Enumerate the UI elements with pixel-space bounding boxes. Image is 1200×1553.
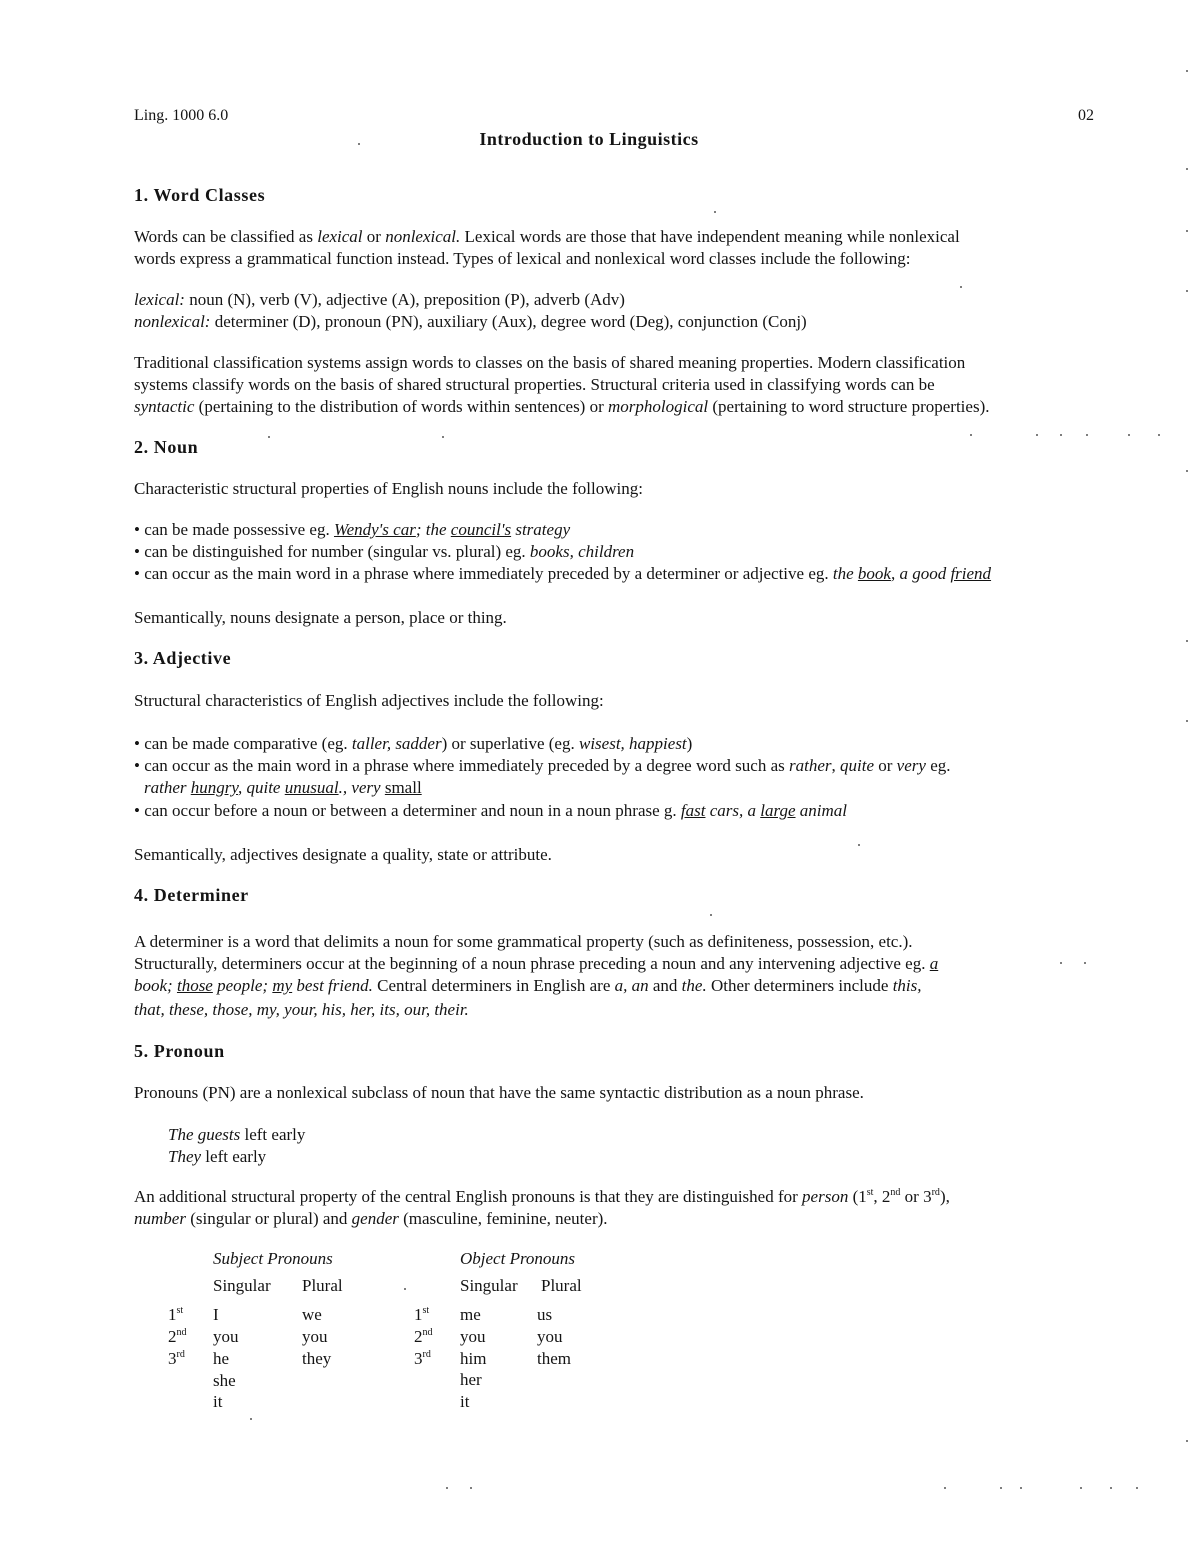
table-cell: you <box>537 1327 563 1346</box>
section-heading-adjective: 3. Adjective <box>134 648 232 668</box>
person-label: 1st <box>414 1305 430 1324</box>
paragraph-line: Semantically, adjectives designate a quality, state or attribute. <box>134 845 552 864</box>
section-heading-determiner: 4. Determiner <box>134 885 249 905</box>
table-cell: I <box>213 1305 219 1324</box>
list-item: • can occur before a noun or between a determiner and noun in a noun phrase g. fast cars, a large animal <box>134 801 847 820</box>
table-cell: us <box>537 1305 553 1324</box>
list-item-continuation: rather hungry, quite unusual., very small <box>144 778 422 797</box>
column-header-plural: Plural <box>541 1276 582 1295</box>
lexical-classes-line: lexical: noun (N), verb (V), adjective (A), preposition (P), adverb (Adv) <box>134 290 625 309</box>
example-sentence: They left early <box>168 1147 267 1166</box>
paragraph-line: Structural characteristics of English adjectives include the following: <box>134 691 604 710</box>
table-cell: her <box>460 1370 482 1389</box>
paragraph-line: Semantically, nouns designate a person, place or thing. <box>134 608 507 627</box>
section-heading-noun: 2. Noun <box>134 437 199 457</box>
list-item: • can be distinguished for number (singular vs. plural) eg. books, children <box>134 542 635 561</box>
table-cell: it <box>460 1392 470 1411</box>
subject-pronouns-title: Subject Pronouns <box>213 1249 333 1268</box>
paragraph-line: Words can be classified as lexical or nonlexical. Lexical words are those that have independent meaning while nonlexical <box>134 227 960 246</box>
table-cell: we <box>302 1305 322 1324</box>
list-item: • can be made comparative (eg. taller, sadder) or superlative (eg. wisest, happiest) <box>134 734 693 753</box>
paragraph-line: syntactic (pertaining to the distribution of words within sentences) or morphological (pertaining to word structure properties). <box>134 397 990 416</box>
list-item: • can occur as the main word in a phrase where immediately preceded by a determiner or adjective eg. the book, a good friend <box>134 564 992 583</box>
paragraph-line: Traditional classification systems assign words to classes on the basis of shared meaning properties. Modern classification <box>134 353 966 372</box>
paragraph-line: book; those people; my best friend. Central determiners in English are a, an and the. Other determiners include this, <box>134 976 922 995</box>
table-cell: it <box>213 1392 223 1411</box>
person-label: 3rd <box>168 1349 185 1368</box>
paragraph-line: number (singular or plural) and gender (masculine, feminine, neuter). <box>134 1209 608 1228</box>
paragraph-line: words express a grammatical function instead. Types of lexical and nonlexical word classes include the following: <box>134 249 911 268</box>
paragraph-line: Structurally, determiners occur at the beginning of a noun phrase preceding a noun and any intervening adjective eg. a <box>134 954 939 973</box>
table-cell: they <box>302 1349 332 1368</box>
paragraph-line: A determiner is a word that delimits a noun for some grammatical property (such as definiteness, possession, etc.). <box>134 932 913 951</box>
person-label: 2nd <box>414 1327 433 1346</box>
table-cell: you <box>213 1327 239 1346</box>
paragraph-line: systems classify words on the basis of shared structural properties. Structural criteria used in classifying words can be <box>134 375 935 394</box>
list-item: • can be made possessive eg. Wendy's car; the council's strategy <box>134 520 571 539</box>
table-cell: him <box>460 1349 487 1368</box>
paragraph-line: Pronouns (PN) are a nonlexical subclass of noun that have the same syntactic distribution as a noun phrase. <box>134 1083 864 1102</box>
table-cell: me <box>460 1305 481 1324</box>
section-heading-pronoun: 5. Pronoun <box>134 1041 225 1061</box>
paragraph-line: Characteristic structural properties of English nouns include the following: <box>134 479 643 498</box>
table-cell: you <box>460 1327 486 1346</box>
paragraph-line: An additional structural property of the central English pronouns is that they are distinguished for person (1st, 2nd or 3rd), <box>134 1187 950 1206</box>
list-item: • can occur as the main word in a phrase where immediately preceded by a degree word such as rather, quite or very eg. <box>134 756 951 775</box>
document-title: Introduction to Linguistics <box>479 129 699 149</box>
table-cell: them <box>537 1349 571 1368</box>
table-cell: she <box>213 1371 236 1390</box>
paragraph-line: that, these, those, my, your, his, her, its, our, their. <box>134 1000 469 1019</box>
course-code: Ling. 1000 6.0 <box>134 107 229 124</box>
table-cell: you <box>302 1327 328 1346</box>
person-label: 1st <box>168 1305 184 1324</box>
nonlexical-classes-line: nonlexical: determiner (D), pronoun (PN), auxiliary (Aux), degree word (Deg), conjunction (Conj) <box>134 312 807 331</box>
person-label: 3rd <box>414 1349 431 1368</box>
page-number: 02 <box>1078 107 1094 124</box>
section-heading-word-classes: 1. Word Classes <box>134 185 266 205</box>
column-header-plural: Plural <box>302 1276 343 1295</box>
column-header-singular: Singular <box>213 1276 271 1295</box>
table-cell: he <box>213 1349 230 1368</box>
person-label: 2nd <box>168 1327 187 1346</box>
column-header-singular: Singular <box>460 1276 518 1295</box>
object-pronouns-title: Object Pronouns <box>460 1249 576 1268</box>
example-sentence: The guests left early <box>168 1125 306 1144</box>
